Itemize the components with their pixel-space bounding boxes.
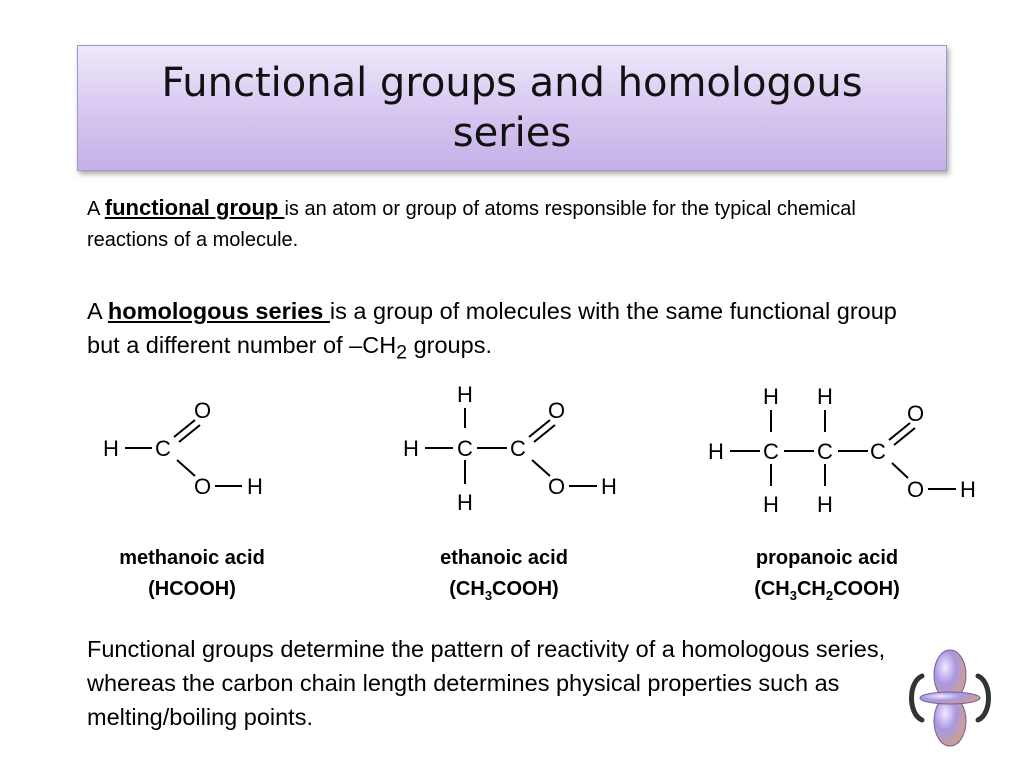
atom-h: H (457, 382, 473, 407)
formula-part: COOH) (833, 578, 900, 600)
formula-part: (CH (754, 578, 790, 600)
atom-h: H (708, 439, 724, 464)
methanoic-acid-structure (95, 390, 285, 505)
atom-h: H (960, 477, 976, 502)
atom-o: O (194, 398, 212, 423)
bond (892, 463, 908, 478)
formula-part: CH (796, 578, 826, 600)
atom-h: H (763, 492, 779, 517)
atom-c: C (510, 436, 526, 461)
atom-h: H (817, 492, 833, 517)
ethanoic-acid-structure (395, 380, 635, 515)
atom-o: O (907, 401, 925, 426)
double-bond (894, 428, 915, 445)
title-banner (77, 45, 947, 171)
homologous-series-text-end: groups. (407, 332, 492, 358)
atom-c: C (817, 439, 833, 464)
definition-prefix: A (87, 198, 105, 220)
atom-h: H (247, 474, 263, 499)
formula-part: COOH) (492, 578, 559, 600)
atom-o: O (548, 398, 566, 423)
double-bond (529, 420, 550, 437)
p-orbital-logo-icon (900, 648, 1000, 748)
molecule-formula: (HCOOH) (148, 578, 236, 600)
molecule-formula (374, 574, 634, 611)
functional-group-definition (87, 192, 917, 256)
propanoic-acid-label (697, 543, 957, 611)
double-bond (534, 425, 555, 442)
double-bond (179, 425, 200, 442)
methanoic-acid-label (62, 543, 322, 605)
homologous-series-term: homologous series (107, 298, 330, 324)
molecule-name: methanoic acid (119, 547, 265, 569)
subscript: 3 (789, 588, 797, 603)
formula-part: (CH (449, 578, 485, 600)
conclusion-paragraph: Functional groups determine the pattern of reactivity of a homologous series, whereas the carbon chain length determines physical properties such as melting/boiling points. (87, 636, 886, 730)
atom-h: H (763, 384, 779, 409)
atom-h: H (817, 384, 833, 409)
ethanoic-acid-label (374, 543, 634, 611)
atom-h: H (103, 436, 119, 461)
subscript: 2 (825, 588, 834, 603)
atom-c: C (155, 436, 171, 461)
atom-c: C (457, 436, 473, 461)
atom-h: H (601, 474, 617, 499)
functional-group-term: functional group (104, 195, 285, 220)
atom-h: H (403, 436, 419, 461)
definition-prefix: A (87, 298, 108, 324)
homologous-series-text: is a group of molecules with the same functional group but a different number of –CH (87, 298, 897, 358)
atom-o: O (907, 477, 925, 502)
subscript: 3 (484, 588, 493, 603)
molecule-name: propanoic acid (755, 547, 899, 569)
propanoic-acid-structure (700, 380, 990, 515)
molecule-name: ethanoic acid (440, 547, 568, 569)
subscript: 2 (396, 341, 408, 364)
atom-c: C (870, 439, 886, 464)
bond (177, 460, 195, 476)
atom-c: C (763, 439, 779, 464)
atom-o: O (548, 474, 566, 499)
atom-o: O (194, 474, 212, 499)
page-title: Functional groups and homologous series (161, 60, 863, 156)
functional-group-text: is an atom or group of atoms responsible for the typical chemical reactions of a molecule. (87, 198, 856, 251)
double-bond (174, 420, 195, 437)
molecule-formula (697, 574, 957, 611)
homologous-series-definition (87, 294, 917, 370)
atom-h: H (457, 490, 473, 515)
